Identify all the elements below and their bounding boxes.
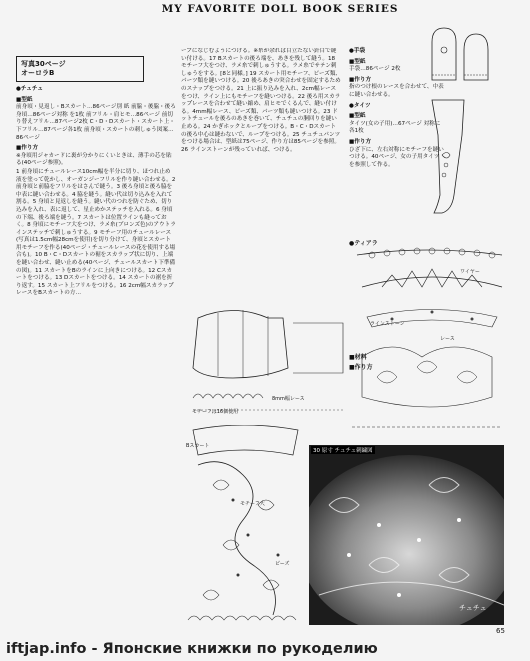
photo-inner-label: チュチュ [459,604,487,612]
glove-diagram [424,20,516,90]
tights-pattern-text: タイツ(女の子用)…67ページ 対称に各1枚 [349,120,441,135]
section-tights-howto: ■作り方 [349,138,372,145]
page-number: 65 [496,627,505,635]
tiara-howto-heading: ■作り方 [349,364,373,371]
beads-label: ビーズ [275,561,290,567]
howto-note: ※身頃用ジャカードに裏が分かりにくいときは、薄手の芯を貼る(40ページ参照)。 [16,152,172,167]
section-tights: ●タイツ [349,102,371,109]
tights-howto-text: ひざ下に、左右対称にモチーフを縫いつける。40ページ、女の子用タイツを参照して作る。 [349,146,444,168]
section-tutu: ●チュチュ [16,86,43,92]
howto-steps: 1 前身頃にチュールレース10cm幅を半分に切り、ほつれ止め液を塗って乾かし、オーガンジーフリルを作り縫い合わせる。2 前身頃と前脇をフリルをはさんで縫う。3 後ろ身頃と後ろ脇を中表に縫い合わせる。4 脇を縫う。縫い代は切り込みを入れて割る。5 身頃と見返しを縫う。縫い代のつれを防ぐため、切り込みを入れ、表に返して、星止めかステッチを入れる。6 身頃の下端、後ろ端を縫う。7 スカートは位置ラインも縫っておく。8 身頃にモチーフ大をつけ、ラメ糸(ブロンズ色)のアウトラインステッチで刺しゅうする。9 モチーフ用のチュールレース(写真は1.5cm幅28cmを使用)を切り分けて、身頃とスカート用モチーフを作る(40ページ・チュールレースの花を使用する場合も)。10 B・C・Dスカートの裾をスカラップ状に切り、上端を縫い合わせ、縫い止める(40ページ、チュールスカート下準備の図)。11 スカートをBのラインに上向きにつける。12 Cスカートをつける。13 Dスカートをつける。14 スカートの裾を折り返す。15 スカート上フリルをつける。16 2cm幅スカラップレースをBスカートの方… [16,168,176,297]
section-gloves-pattern: ■型紙 [349,58,366,65]
tutu-photo [309,445,504,625]
section-pattern: ■型紙 [16,96,33,103]
pattern-text: 前身頃・見返し・Bスカート…86ページ別 紙 前脇・後脇・後ろ身頃…86ページ対称 を1枚 前フリル・肩ヒモ…86ページ 前切り替えフリル…87ページ2枚 C・D・Dスカート・スカート上・下フリル…87ページ各1枚 前身頃・スカートの刺しゅう図案…86ページ [16,104,176,141]
section-gloves-howto: ■作り方 [349,76,372,83]
photo-ref-box [16,56,144,82]
photo-ref-name: オーロラB [21,69,55,77]
section-tiara: ●ティアラ [349,240,378,247]
skirt-label: Bスカート [186,443,210,449]
tiara-lace-label: レース [440,336,455,342]
tiara-wire-label: ワイヤー [460,269,480,275]
photo-ref-page: 写真30ページ [21,60,66,68]
section-tights-pattern: ■型紙 [349,113,366,120]
tiara-stone-label: ラインストーン [370,321,405,327]
section-howto: ■作り方 [16,145,39,152]
tiara-diagram [352,247,507,447]
middle-column [181,48,341,298]
tights-diagram [424,95,494,225]
motif-count-label: モチーフは16個使用 [192,409,239,415]
gloves-howto-text: 指のつけ根のレースを合わせて、中表に縫い合わせる。 [349,84,444,98]
skirt-embroidery-diagram [183,425,308,630]
photo-caption: 30 原寸 チュチュ刺繍図 [313,448,373,454]
section-gloves: ●手袋 [349,48,366,54]
gloves-pattern-text: 手袋…86ページ 2枚 [349,66,401,73]
series-title: MY FAVORITE DOLL BOOK SERIES [161,3,399,15]
motif-big-label: モチーフ大 [240,501,265,507]
middle-steps: ープになじむようにつける。※糸が余れば目立たない針目で縫い付ける。17 Bスカートの後ろ端を、あきを残して縫う。18 モチーフ大をつけ、ラメ糸で刺しゅうする。ラメ糸でサテン刺しゅうをする。[8と同様。] 19 スカート用モチーフ、ビーズ類、パーツ類を縫いつける。20 後ろあきの突合わせを固定するためのスナップをつける。21 上に振り込みを入れ、2cm幅レースをつけ、ライン上にもモチーフを縫いつける。22 後ろ用スカラップレースを合わせて縫い縮め、肩ヒモでくるんで、縫い付ける。4mm幅レース、ビーズ類、パーツ類も縫いつける。23 ドットチュールを後ろのあきを巻いて、チュチュの胴回りを縫い止める。24 かぎホックとループをつける。B・C・Dスカートの後ろ中心は縫わないで、ループをつける。25 チュチュパンツをつける場合は、型紙は75ページ、作り方は85ページを参照。26 ラインストーンが残っていれば、つける。 [181,48,341,153]
tiara-materials-heading: ■材料 [349,354,367,361]
left-column [16,56,176,621]
tulle-label: 8mm幅レース [272,396,305,402]
watermark-footer: iftjap.info - Японские книжки по рукоделию [0,638,530,661]
